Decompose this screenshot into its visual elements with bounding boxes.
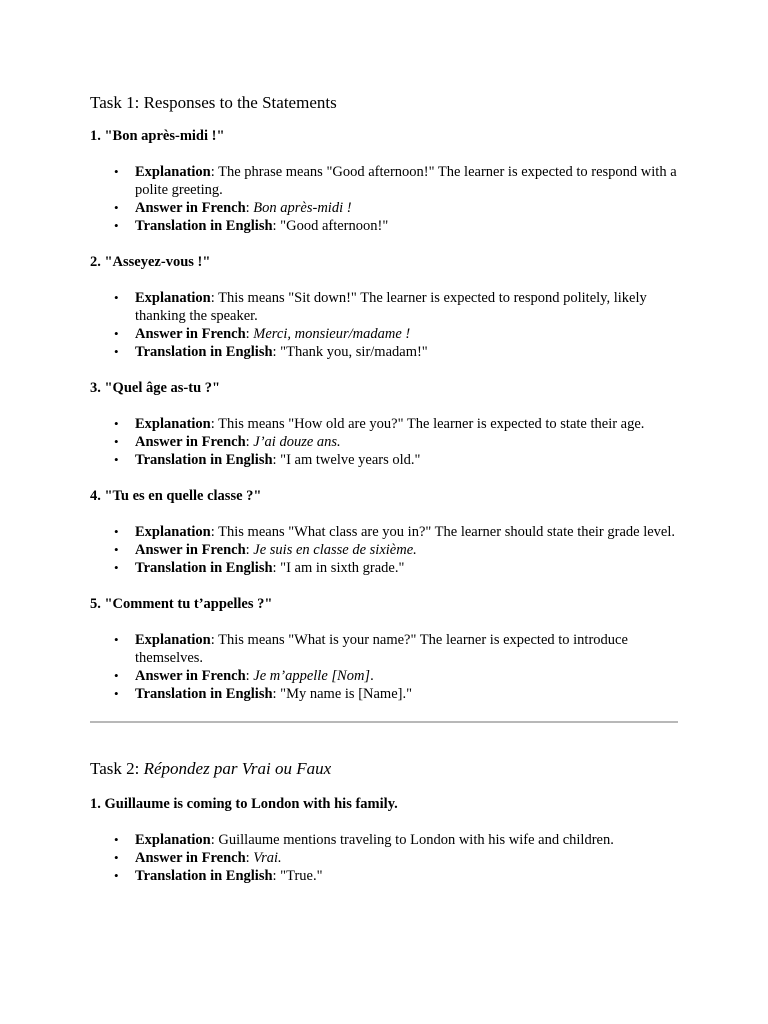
- translation-text: : "True.": [272, 868, 323, 884]
- task1-question-5: 5. "Comment tu t’appelles ?": [90, 596, 273, 612]
- translation-label: Translation in English: [135, 452, 273, 468]
- explanation-bullet: [135, 415, 680, 433]
- explanation-bullet: [135, 163, 680, 199]
- task2-question-1: 1. Guillaume is coming to London with his family.: [90, 796, 398, 812]
- translation-bullet: [135, 451, 680, 469]
- explanation-label: Explanation: [135, 416, 211, 432]
- explanation-label: Explanation: [135, 164, 211, 180]
- task1-question-1: 1. "Bon après-midi !": [90, 128, 225, 144]
- answer-bullet: [135, 667, 680, 685]
- task1-item-3-list: [90, 415, 680, 469]
- answer-french: Vrai.: [253, 850, 282, 866]
- translation-label: Translation in English: [135, 868, 273, 884]
- translation-text: : "I am in sixth grade.": [272, 560, 405, 576]
- explanation-text: : This means "Sit down!" The learner is expected to respond politely, likely thanking the speaker.: [135, 290, 647, 324]
- explanation-text: : This means "What class are you in?" The learner should state their grade level.: [210, 524, 676, 540]
- explanation-bullet: [135, 631, 680, 667]
- answer-french: Bon après-midi !: [253, 200, 352, 216]
- answer-french: J’ai douze ans.: [253, 434, 341, 450]
- translation-text: : "Thank you, sir/madam!": [272, 344, 428, 360]
- translation-label: Translation in English: [135, 218, 273, 234]
- answer-french: Je m’appelle [Nom]: [253, 668, 371, 684]
- translation-text: : "Good afternoon!": [272, 218, 389, 234]
- task2-item-1-list: [90, 831, 680, 885]
- task1-title: Task 1: Responses to the Statements: [90, 93, 337, 112]
- answer-separator: :: [245, 542, 254, 558]
- translation-bullet: [135, 343, 680, 361]
- answer-bullet: [135, 849, 680, 867]
- explanation-label: Explanation: [135, 524, 211, 540]
- answer-bullet: [135, 199, 680, 217]
- answer-bullet: [135, 541, 680, 559]
- translation-label: Translation in English: [135, 686, 273, 702]
- task1-question-2: 2. "Asseyez-vous !": [90, 254, 211, 270]
- answer-bullet: [135, 325, 680, 343]
- answer-separator: :: [245, 326, 254, 342]
- answer-separator: :: [245, 434, 254, 450]
- answer-label: Answer in French: [135, 434, 246, 450]
- translation-text: : "I am twelve years old.": [272, 452, 421, 468]
- answer-label: Answer in French: [135, 326, 246, 342]
- task1-question-3: 3. "Quel âge as-tu ?": [90, 380, 221, 396]
- answer-french: Merci, monsieur/madame !: [253, 326, 411, 342]
- translation-label: Translation in English: [135, 344, 273, 360]
- explanation-text: : This means "What is your name?" The learner is expected to introduce themselves.: [135, 632, 628, 666]
- explanation-bullet: [135, 289, 680, 325]
- answer-bullet: [135, 433, 680, 451]
- explanation-text: : Guillaume mentions traveling to London with his wife and children.: [210, 832, 614, 848]
- answer-label: Answer in French: [135, 850, 246, 866]
- explanation-bullet: [135, 831, 680, 849]
- explanation-bullet: [135, 523, 680, 541]
- explanation-label: Explanation: [135, 290, 211, 306]
- answer-separator: :: [245, 200, 254, 216]
- section-divider: [90, 721, 678, 723]
- task1-item-5-list: [90, 631, 680, 703]
- answer-french: Je suis en classe de sixième.: [253, 542, 417, 558]
- task2-title-italic: Répondez par Vrai ou Faux: [143, 759, 332, 778]
- task1-question-4: 4. "Tu es en quelle classe ?": [90, 488, 262, 504]
- explanation-text: : The phrase means "Good afternoon!" The learner is expected to respond with a polite greeting.: [135, 164, 677, 198]
- translation-bullet: [135, 559, 680, 577]
- task1-item-1-list: [90, 163, 680, 235]
- answer-label: Answer in French: [135, 668, 246, 684]
- explanation-text: : This means "How old are you?" The learner is expected to state their age.: [210, 416, 645, 432]
- answer-label: Answer in French: [135, 200, 246, 216]
- translation-text: : "My name is [Name].": [272, 686, 413, 702]
- task1-item-4-list: [90, 523, 680, 577]
- translation-bullet: [135, 217, 680, 235]
- answer-separator: :: [245, 668, 254, 684]
- document-content: [90, 92, 680, 903]
- task2-title: [90, 758, 680, 780]
- answer-tail: .: [370, 668, 374, 684]
- answer-separator: :: [245, 850, 254, 866]
- task2-title-prefix: Task 2:: [90, 759, 144, 778]
- translation-bullet: [135, 867, 680, 885]
- task1-item-2-list: [90, 289, 680, 361]
- translation-label: Translation in English: [135, 560, 273, 576]
- explanation-label: Explanation: [135, 832, 211, 848]
- explanation-label: Explanation: [135, 632, 211, 648]
- translation-bullet: [135, 685, 680, 703]
- answer-label: Answer in French: [135, 542, 246, 558]
